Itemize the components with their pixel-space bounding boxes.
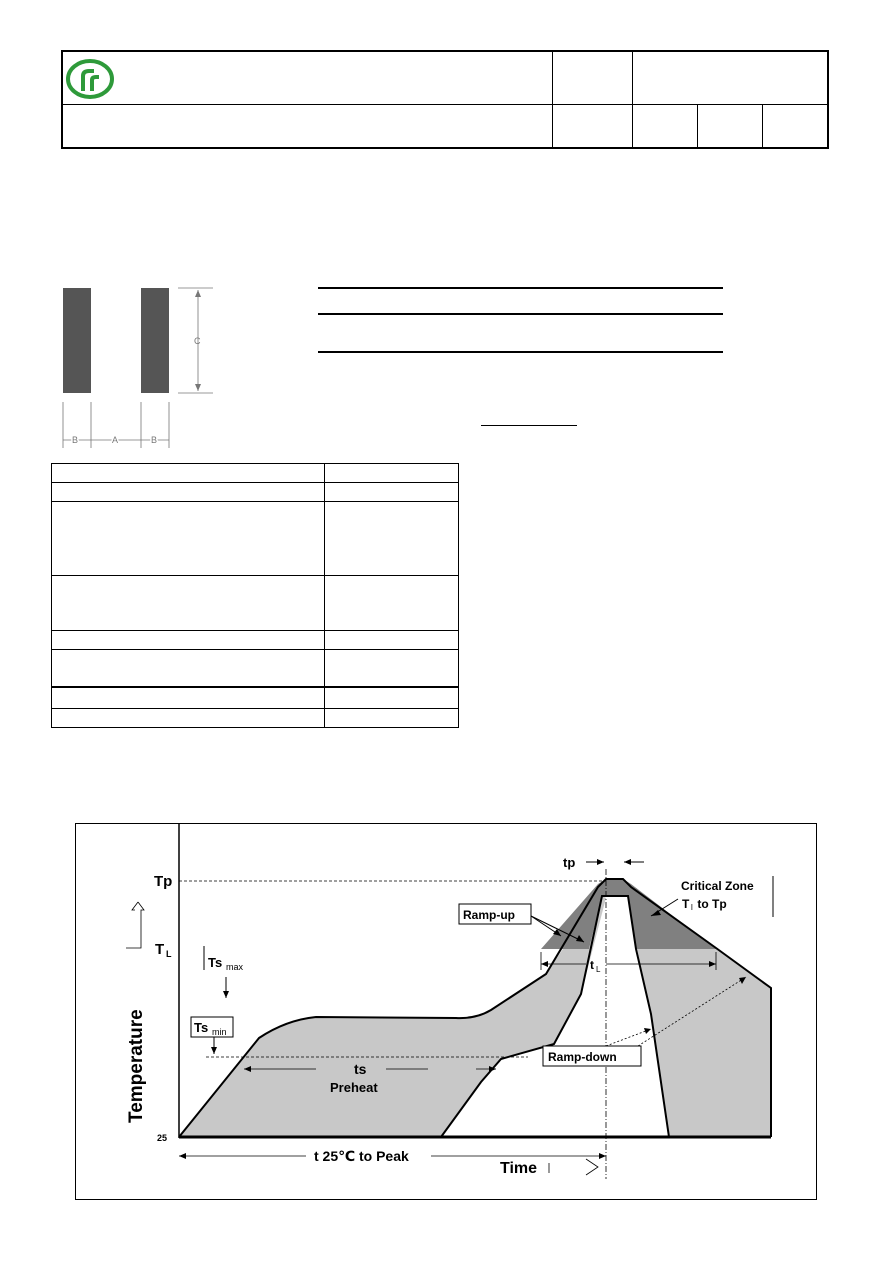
preheat-label: Preheat [330,1080,378,1095]
svg-text:B: B [72,435,79,445]
critical-zone-tl-subscript: l [691,903,693,912]
header-divider [632,52,633,147]
ts-max-subscript: max [226,962,244,972]
pad-right [141,288,169,393]
svg-text:B: B [151,435,158,445]
land-pattern-drawing [58,282,228,450]
table-rule-bottom [318,351,723,353]
table-row [52,575,458,576]
table-row [52,686,458,688]
caption-underline [481,425,577,426]
ramp-down-label: Ramp-down [548,1050,617,1064]
company-logo-icon [66,59,114,99]
y-tick-25: 25 [157,1133,168,1143]
tl-span-subscript: L [596,965,601,974]
table-row [52,649,458,650]
header-divider [762,104,763,147]
table-row [52,501,458,502]
tp-axis-label: Tp [154,873,173,890]
table-row [52,630,458,631]
time-span-label: t 25℃ to Peak [314,1148,409,1164]
header-divider [552,52,553,147]
table-row [52,482,458,483]
x-axis-title: Time [500,1160,538,1177]
tl-axis-subscript: L [166,949,172,959]
ts-max-label: Ts [208,955,223,970]
tp-duration-label: tp [563,855,576,870]
tl-span-label: t [590,958,594,972]
header-divider [697,104,698,147]
ts-min-subscript: min [212,1027,227,1037]
table-rule-middle [318,313,723,315]
svg-text:A: A [112,435,119,445]
critical-zone-label: Critical Zone [681,879,754,893]
reflow-profile-diagram [75,823,817,1200]
reflow-parameter-table [51,463,459,728]
critical-zone-to-tp-label: to Tp [694,897,727,911]
y-axis-title: Temperature [126,1009,147,1123]
ts-min-label: Ts [194,1020,209,1035]
critical-zone-tl-label: T [682,897,690,911]
table-row [52,708,458,709]
header-divider [63,104,827,105]
pad-left [63,288,91,393]
document-header-block [61,50,829,149]
ramp-up-label: Ramp-up [463,908,515,922]
table-rule-top [318,287,723,289]
ts-span-label: ts [354,1061,367,1077]
tl-axis-label: T [155,941,165,958]
svg-text:C: C [194,336,201,346]
